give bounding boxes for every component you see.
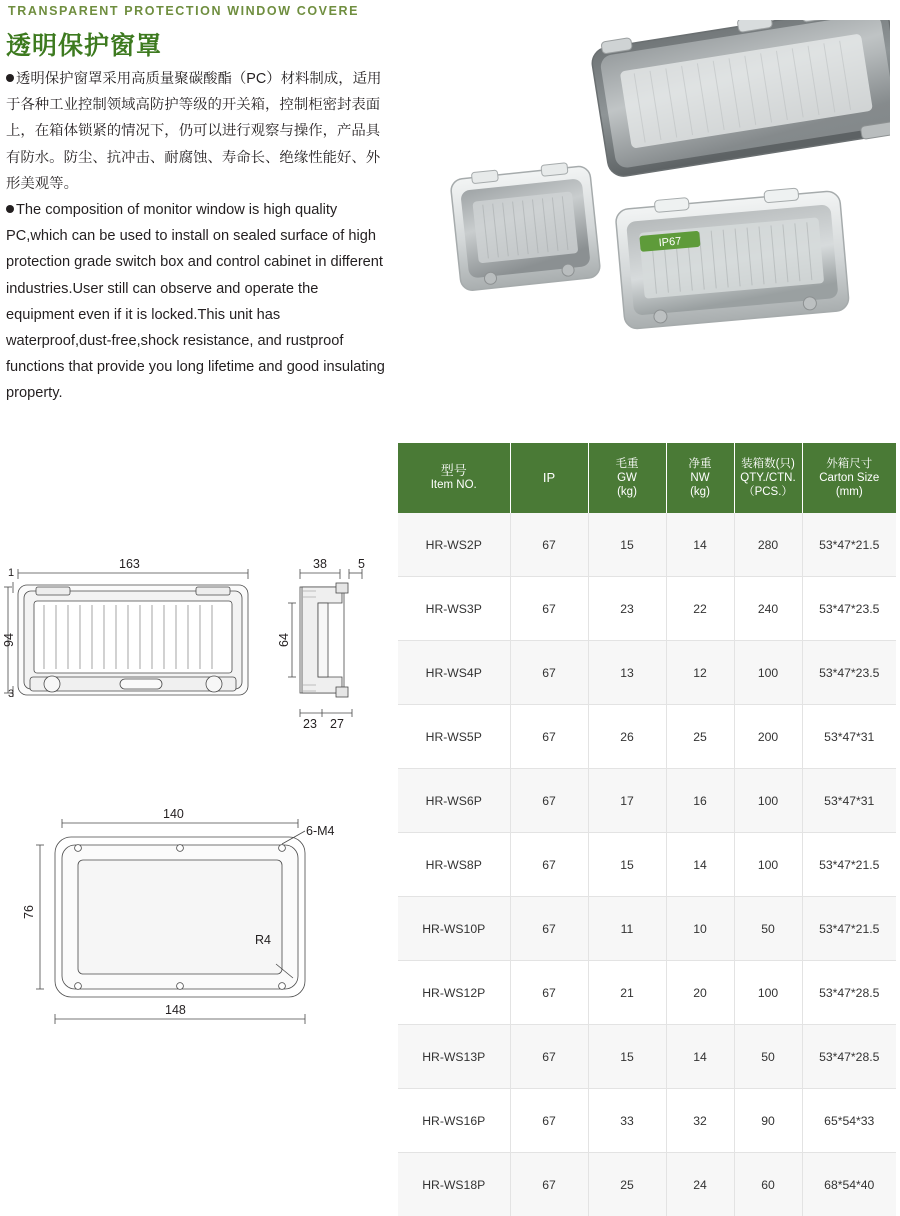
cell-gross-weight: 15	[588, 833, 666, 897]
cell-carton-size: 65*54*33	[802, 1089, 896, 1153]
cell-ip: 67	[510, 577, 588, 641]
cell-ip: 67	[510, 897, 588, 961]
spec-table-header-row	[398, 443, 896, 513]
cell-qty: 60	[734, 1153, 802, 1216]
dim-side-total-width: 38	[313, 557, 327, 571]
table-row	[398, 1153, 896, 1216]
cell-model: HR-WS8P	[398, 833, 510, 897]
description-block	[6, 66, 388, 407]
bullet-icon	[6, 74, 14, 82]
cell-qty: 100	[734, 641, 802, 705]
cell-carton-size: 53*47*23.5	[802, 577, 896, 641]
cell-carton-size: 53*47*23.5	[802, 641, 896, 705]
cell-gross-weight: 11	[588, 897, 666, 961]
cell-ip: 67	[510, 705, 588, 769]
cell-model: HR-WS18P	[398, 1153, 510, 1216]
cell-net-weight: 12	[666, 641, 734, 705]
drawing-front-view	[4, 569, 248, 697]
cell-qty: 90	[734, 1089, 802, 1153]
cell-carton-size: 53*47*21.5	[802, 833, 896, 897]
cell-net-weight: 14	[666, 1025, 734, 1089]
photo-large-cover	[589, 20, 890, 179]
dim-gasket-width: 140	[163, 807, 184, 821]
dim-side-flange: 5	[358, 557, 365, 571]
cell-gross-weight: 25	[588, 1153, 666, 1216]
table-row	[398, 833, 896, 897]
dim-front-width: 163	[119, 557, 140, 571]
dim-front-top-lip: 1	[8, 567, 14, 579]
cell-gross-weight: 33	[588, 1089, 666, 1153]
table-row	[398, 705, 896, 769]
cell-model: HR-WS12P	[398, 961, 510, 1025]
cell-gross-weight: 23	[588, 577, 666, 641]
dim-gasket-height: 76	[22, 905, 36, 919]
cell-model: HR-WS6P	[398, 769, 510, 833]
dim-side-depth-b: 27	[330, 717, 344, 731]
cell-carton-size: 53*47*31	[802, 705, 896, 769]
cell-qty: 100	[734, 769, 802, 833]
cell-gross-weight: 26	[588, 705, 666, 769]
cell-qty: 50	[734, 897, 802, 961]
cell-qty: 200	[734, 705, 802, 769]
description-english: The composition of monitor window is high quality PC,which can be used to install on sealed surface of high protection grade switch box and control cabinet in different industries.User still can observe and operate the equipment even if it is locked.This unit has waterproof,dust-free,shock resistance, and rustproof functions that provide you long lifetime and good insulating property.	[6, 197, 388, 407]
cell-qty: 100	[734, 833, 802, 897]
cell-ip: 67	[510, 1089, 588, 1153]
photo-wide-cover	[614, 184, 849, 329]
cell-ip: 67	[510, 641, 588, 705]
cell-net-weight: 32	[666, 1089, 734, 1153]
note-mounting-holes: 6-M4	[306, 824, 334, 838]
drawing-gasket-view	[36, 819, 305, 1024]
cell-qty: 240	[734, 577, 802, 641]
table-row	[398, 577, 896, 641]
dim-front-bottom-lip: 3	[8, 688, 14, 700]
drawings-svg	[0, 545, 395, 1065]
cell-gross-weight: 21	[588, 961, 666, 1025]
cell-qty: 280	[734, 513, 802, 577]
cell-ip: 67	[510, 1025, 588, 1089]
cell-net-weight: 14	[666, 833, 734, 897]
cell-net-weight: 22	[666, 577, 734, 641]
cell-ip: 67	[510, 769, 588, 833]
photo-small-cover	[449, 160, 600, 291]
table-row	[398, 961, 896, 1025]
header-carton-size: 外箱尺寸 Carton Size (mm)	[802, 443, 896, 513]
header-net-weight: 净重 NW (kg)	[666, 443, 734, 513]
table-row	[398, 513, 896, 577]
cell-model: HR-WS4P	[398, 641, 510, 705]
cell-net-weight: 24	[666, 1153, 734, 1216]
cell-carton-size: 53*47*31	[802, 769, 896, 833]
cell-ip: 67	[510, 1153, 588, 1216]
ip-rating-badge-label: IP67	[658, 235, 682, 249]
drawing-side-section-view	[288, 569, 362, 717]
dim-gasket-outer-width: 148	[165, 1003, 186, 1017]
table-row	[398, 769, 896, 833]
header-qty-per-carton: 装箱数(只) QTY./CTN. （PCS.）	[734, 443, 802, 513]
cell-net-weight: 20	[666, 961, 734, 1025]
dim-front-height: 94	[2, 633, 16, 647]
table-row	[398, 641, 896, 705]
cell-model: HR-WS5P	[398, 705, 510, 769]
cell-gross-weight: 17	[588, 769, 666, 833]
header-ip: IP	[510, 443, 588, 513]
table-row	[398, 1025, 896, 1089]
cell-qty: 50	[734, 1025, 802, 1089]
cell-carton-size: 53*47*21.5	[802, 513, 896, 577]
header-gross-weight: 毛重 GW (kg)	[588, 443, 666, 513]
cell-gross-weight: 15	[588, 513, 666, 577]
cell-model: HR-WS16P	[398, 1089, 510, 1153]
cell-carton-size: 53*47*28.5	[802, 961, 896, 1025]
cell-ip: 67	[510, 833, 588, 897]
note-corner-radius: R4	[255, 933, 271, 947]
spec-table-wrapper	[398, 443, 896, 1216]
technical-drawings	[0, 545, 395, 1065]
cell-ip: 67	[510, 961, 588, 1025]
dim-side-height: 64	[277, 633, 291, 647]
cell-gross-weight: 13	[588, 641, 666, 705]
product-photos-svg	[430, 20, 890, 420]
cell-ip: 67	[510, 513, 588, 577]
cell-net-weight: 16	[666, 769, 734, 833]
page-eyebrow-title: TRANSPARENT PROTECTION WINDOW COVERE	[8, 4, 359, 18]
page-title: 透明保护窗罩	[6, 26, 162, 62]
description-chinese: 透明保护窗罩采用高质量聚碳酸酯（PC）材料制成，适用于各种工业控制领域高防护等级的开关箱，控制柜密封表面上，在箱体锁紧的情况下，仍可以进行观察与操作，产品具有防水。防尘、抗冲击、耐腐蚀、寿命长、绝缘性能好、外形美观等。	[6, 66, 388, 197]
cell-carton-size: 68*54*40	[802, 1153, 896, 1216]
table-row	[398, 897, 896, 961]
cell-net-weight: 14	[666, 513, 734, 577]
header-model: 型号 Item NO.	[398, 443, 510, 513]
cell-carton-size: 53*47*28.5	[802, 1025, 896, 1089]
cell-gross-weight: 15	[588, 1025, 666, 1089]
cell-net-weight: 10	[666, 897, 734, 961]
cell-carton-size: 53*47*21.5	[802, 897, 896, 961]
bullet-icon	[6, 205, 14, 213]
cell-model: HR-WS10P	[398, 897, 510, 961]
table-row	[398, 1089, 896, 1153]
cell-model: HR-WS2P	[398, 513, 510, 577]
cell-model: HR-WS13P	[398, 1025, 510, 1089]
dim-side-depth-a: 23	[303, 717, 317, 731]
cell-net-weight: 25	[666, 705, 734, 769]
cell-model: HR-WS3P	[398, 577, 510, 641]
cell-qty: 100	[734, 961, 802, 1025]
spec-table	[398, 443, 896, 1216]
product-photo-group	[430, 20, 890, 420]
